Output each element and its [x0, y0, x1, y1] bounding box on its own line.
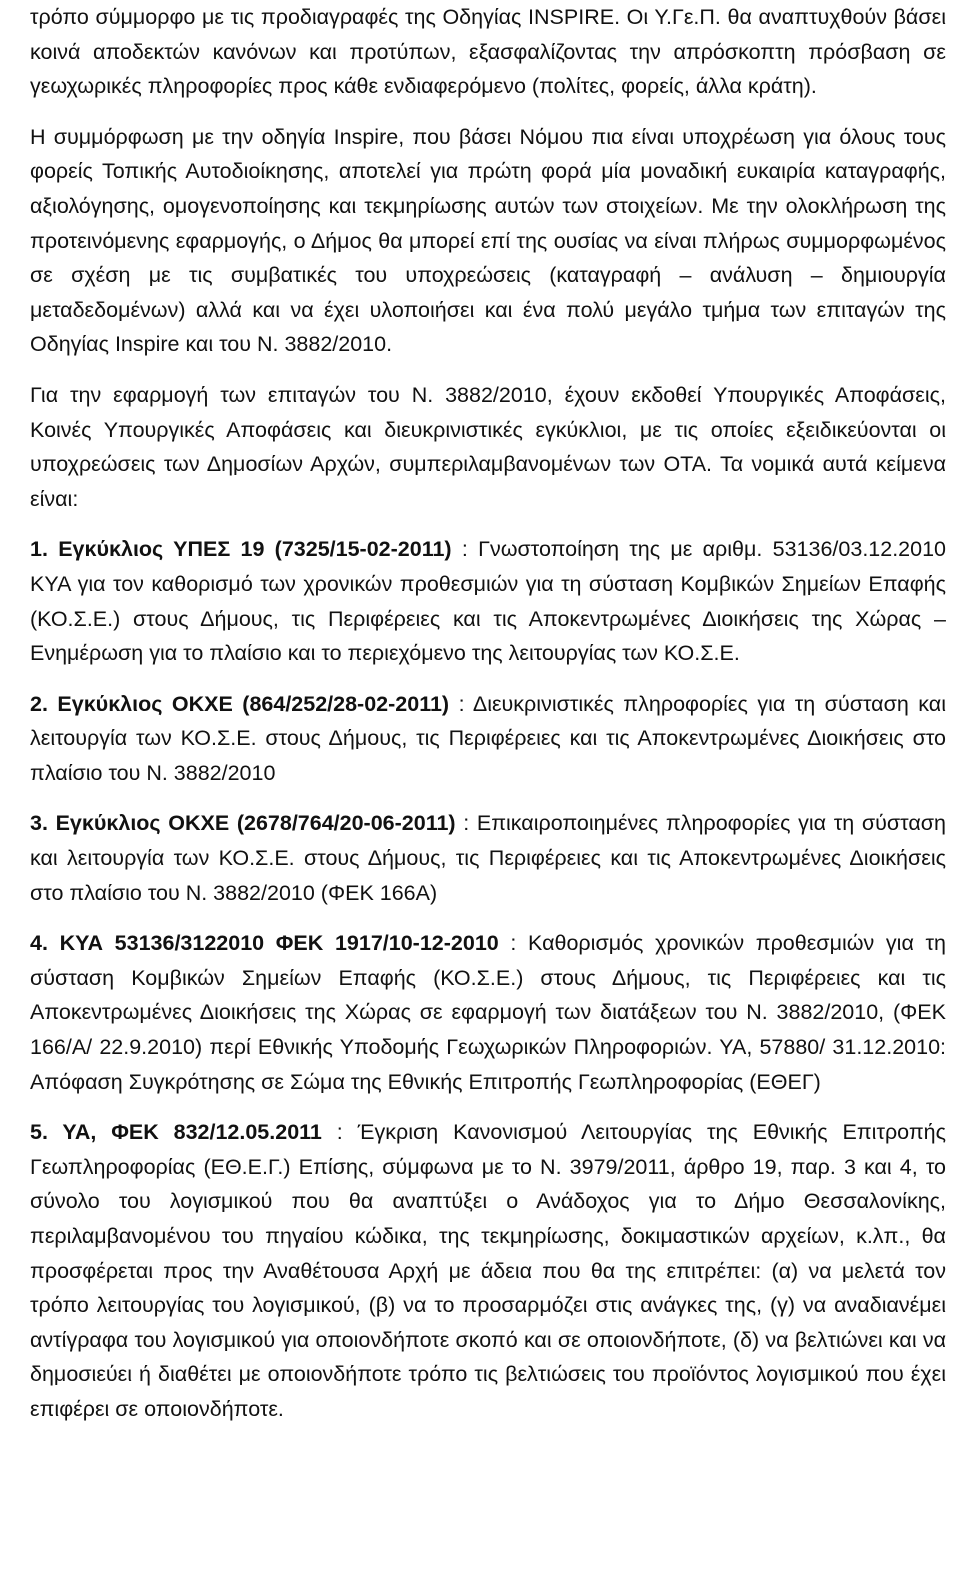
- list-item-5-body: : Έγκριση Κανονισμού Λειτουργίας της Εθνικής Επιτροπής Γεωπληροφορίας (ΕΘ.Ε.Γ.) Επίσης, σύμφωνα με το Ν. 3979/2011, άρθρο 19, παρ. 3 και 4, το σύνολο του λογισμικού που θα αναπτύξει ο Ανάδοχος για το Δήμο Θεσσαλονίκης, περιλαμβανομένου του πηγαίου κώδικα, της τεκμηρίωσης, δοκιμαστικών αρχείων, κ.λπ., θα προσφέρεται προς την Αναθέτουσα Αρχή με άδεια που θα της επιτρέπει: (α) να μελετά τον τρόπο λειτουργίας του λογισμικού, (β) να το προσαρμόζει στις ανάγκες της, (γ) να αναδιανέμει αντίγραφα του λογισμικού για οποιονδήποτε σκοπό και σε οποιονδήποτε, (δ) να βελτιώνει και να δημοσιεύει ή διαθέτει με οποιονδήποτε τρόπο τις βελτιώσεις του προϊόντος λογισμικού που έχει επιφέρει σε οποιονδήποτε.: [30, 1120, 946, 1421]
- list-item-2-head: 2. Εγκύκλιος ΟΚΧΕ (864/252/28-02-2011): [30, 691, 450, 716]
- paragraph-inspire-intro: τρόπο σύμμορφο με τις προδιαγραφές της Οδηγίας INSPIRE. Οι Υ.Γε.Π. θα αναπτυχθούν βάσει κοινά αποδεκτών κανόνων και προτύπων, εξασφαλίζοντας την απρόσκοπτη πρόσβαση σε γεωχωρικές πληροφορίες προς κάθε ενδιαφερόμενο (πολίτες, φορείς, άλλα κράτη).: [30, 5, 946, 99]
- list-item-2-body: : Διευκρινιστικές πληροφορίες για τη σύσταση και λειτουργία των ΚΟ.Σ.Ε. στους Δήμους, τις Περιφέρειες και τις Αποκεντρωμένες Διοικήσεις στο πλαίσιο του Ν. 3882/2010: [30, 691, 946, 785]
- list-item-4-body: : Καθορισμός χρονικών προθεσμιών για τη σύσταση Κομβικών Σημείων Επαφής (ΚΟ.Σ.Ε.) στους Δήμους, τις Περιφέρειες και τις Αποκεντρωμένες Διοικήσεις της Χώρας σε εφαρμογή των διατάξεων του Ν. 3882/2010, (ΦΕΚ 166/Α/ 22.9.2010) περί Εθνικής Υποδομής Γεωχωρικών Πληροφοριών. ΥΑ, 57880/ 31.12.2010: Απόφαση Συγκρότησης σε Σώμα της Εθνικής Επιτροπής Γεωπληροφορίας (ΕΘΕΓ): [30, 931, 946, 1094]
- list-item-3-body: : Επικαιροποιημένες πληροφορίες για τη σύσταση και λειτουργία των ΚΟ.Σ.Ε. στους Δήμους, τις Περιφέρειες και τις Αποκεντρωμένες Διοικήσεις στο πλαίσιο του Ν. 3882/2010 (ΦΕΚ 166Α): [30, 811, 946, 905]
- list-item-1: [30, 532, 946, 670]
- list-item-5: [30, 1115, 946, 1426]
- list-item-3: [30, 806, 946, 910]
- list-item-1-body: : Γνωστοποίηση της με αριθμ. 53136/03.12.2010 ΚΥΑ για τον καθορισμό των χρονικών προθεσμιών για τη σύσταση Κομβικών Σημείων Επαφής (ΚΟ.Σ.Ε.) στους Δήμους, τις Περιφέρειες και τις Αποκεντρωμένες Διοικήσεις της Χώρας – Ενημέρωση για το πλαίσιο και το περιεχόμενο της λειτουργίας των ΚΟ.Σ.Ε.: [30, 537, 947, 666]
- list-item-3-head: 3. Εγκύκλιος ΟΚΧΕ (2678/764/20-06-2011): [30, 811, 456, 836]
- paragraph-legal-texts-intro: Για την εφαρμογή των επιταγών του Ν. 3882/2010, έχουν εκδοθεί Υπουργικές Αποφάσεις, Κοινές Υπουργικές Αποφάσεις και διευκρινιστικές εγκύκλιοι, με τις οποίες εξειδικεύονται οι υποχρεώσεις των Δημοσίων Αρχών, συμπεριλαμβανομένων των ΟΤΑ. Τα νομικά αυτά κείμενα είναι:: [30, 382, 946, 511]
- list-item-5-head: 5. ΥΑ, ΦΕΚ 832/12.05.2011: [30, 1120, 322, 1145]
- document-body: [30, 0, 946, 1427]
- list-item-4: [30, 926, 946, 1099]
- list-item-4-head: 4. ΚΥΑ 53136/3122010 ΦΕΚ 1917/10-12-2010: [30, 931, 499, 956]
- list-item-2: [30, 687, 946, 791]
- list-item-1-head: 1. Εγκύκλιος ΥΠΕΣ 19 (7325/15-02-2011): [30, 537, 452, 562]
- paragraph-inspire-compliance: Η συμμόρφωση με την οδηγία Inspire, που βάσει Νόμου πια είναι υποχρέωση για όλους τους φορείς Τοπικής Αυτοδιοίκησης, αποτελεί για πρώτη φορά μία μοναδική ευκαιρία καταγραφής, αξιολόγησης, ομογενοποίησης και τεκμηρίωσης αυτών των στοιχείων. Με την ολοκλήρωση της προτεινόμενης εφαρμογής, ο Δήμος θα μπορεί επί της ουσίας να είναι πλήρως συμμορφωμένος σε σχέση με τις συμβατικές του υποχρεώσεις (καταγραφή – ανάλυση – δημιουργία μεταδεδομένων) αλλά και να έχει υλοποιήσει και ένα πολύ μεγάλο τμήμα των επιταγών της Οδηγίας Inspire και του Ν. 3882/2010.: [30, 124, 946, 357]
